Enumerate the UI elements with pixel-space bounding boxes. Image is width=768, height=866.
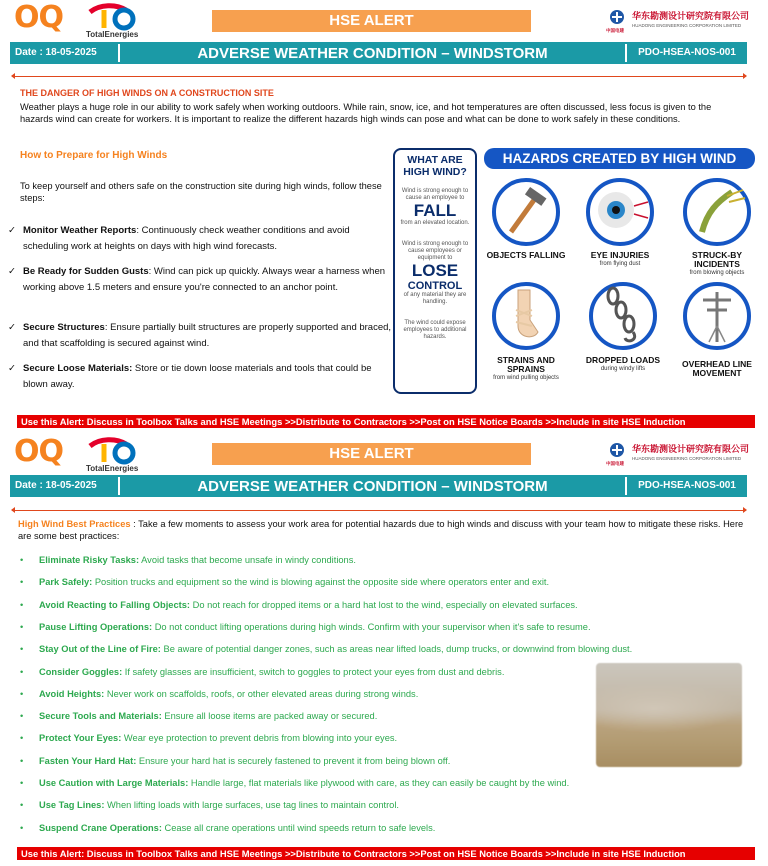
hazard-objects-falling: OBJECTS FALLING (486, 250, 566, 260)
practice-text: Position trucks and equipment so the wind is blowing against the opposite side where operators enter and exit. (92, 577, 550, 588)
hazard-overhead-line: OVERHEAD LINE MOVEMENT (682, 359, 752, 378)
step-item: ✓ Be Ready for Sudden Gusts: Wind can pick up quickly. Always wear a harness when working above 1.5 meters and ensure you're connected to an anchor point. (8, 266, 386, 293)
practice-title: Avoid Reacting to Falling Objects: (39, 599, 191, 610)
lose-word: LOSE (411, 261, 459, 280)
practice-title: Use Tag Lines: (39, 800, 105, 811)
what-are-high-wind-panel (393, 148, 477, 394)
step-item: ✓ Secure Loose Materials: Store or tie down loose materials and tools that could be blown away. (8, 363, 372, 390)
practice-text: When lifting loads with large surfaces, use tag lines to maintain control. (104, 800, 399, 811)
alert-title: ADVERSE WEATHER CONDITION – WINDSTORM (118, 44, 627, 62)
eye-icon (586, 178, 654, 246)
alert-date: Date : 18-05-2025 (10, 44, 118, 62)
practice-title: Fasten Your Hard Hat: (39, 755, 137, 766)
practice-title: Pause Lifting Operations: (39, 621, 153, 632)
step-item: ✓ Secure Structures: Ensure partially built structures are properly supported and braced, and that scaffolding is secured against wind. (8, 322, 392, 349)
practice-text: Ensure your hard hat is securely fastened to prevent it from being blown off. (136, 755, 451, 766)
alert-title: ADVERSE WEATHER CONDITION – WINDSTORM (118, 477, 627, 495)
practice-text: If safety glasses are insufficient, switch to goggles to protect your eyes from dust and debris. (122, 666, 505, 677)
bullet-icon: • (20, 621, 24, 632)
huadong-name: 华东勘测设计研究院有限公司 (632, 444, 750, 454)
practice-text: Avoid tasks that become unsafe in windy conditions. (139, 555, 356, 565)
bullet-icon: • (20, 599, 24, 610)
totalenergies-logo-icon (86, 2, 138, 32)
title-bar (10, 475, 747, 497)
practice-title: Consider Goggles: (39, 666, 123, 677)
bullet-icon: • (20, 755, 24, 766)
oq-logo: OQ (14, 434, 64, 469)
practice-title: Protect Your Eyes: (39, 733, 122, 744)
step-text: : Ensure partially built structures are properly supported and braced, and that scaffolding is secured against wind. (23, 322, 392, 349)
practice-title: Suspend Crane Operations: (39, 822, 162, 833)
huadong-logo (632, 444, 749, 464)
best-practices-heading: High Wind Best Practices (18, 519, 131, 529)
fall-post: from an elevated location. (400, 220, 470, 226)
hazard-eye-injuries: EYE INJURIES from flying dust (590, 250, 650, 267)
huadong-logo (632, 11, 749, 31)
step-title: Secure Structures (23, 322, 105, 333)
bullet-icon: • (20, 555, 24, 565)
practice-text: Never work on scaffolds, roofs, or other elevated areas during strong winds. (104, 688, 419, 699)
bullet-icon: • (20, 822, 24, 833)
bullet-icon: • (20, 800, 24, 811)
bullet-icon: • (20, 711, 24, 722)
hazard-struck-by: STRUCK-BY INCIDENTS from blowing objects (689, 250, 745, 276)
practice-text: Do not conduct lifting operations during high winds. Confirm with your supervisor when it's safe to resume. (152, 621, 591, 632)
what-title: WHAT ARE HIGH WIND? (403, 154, 467, 178)
best-practices-text: : Take a few moments to assess your work area for potential hazards due to high winds and discuss with your team how to mitigate these risks. Here are some best practices: (18, 519, 744, 542)
practice-title: Avoid Heights: (39, 688, 105, 699)
hazard-strains-sprains: STRAINS AND SPRAINS from wind pulling objects (493, 355, 559, 381)
power-pole-icon (683, 282, 751, 350)
powerchina-caption: 中国电建 (606, 461, 624, 466)
bullet-icon: • (20, 666, 24, 677)
step-text: : Continuously check weather conditions and avoid scheduling work at heights on days with high wind forecasts. (23, 225, 350, 252)
bullet-icon: • (20, 778, 24, 788)
huadong-english: HUADONG ENGINEERING CORPORATION LIMITED (632, 23, 742, 28)
huadong-name: 华东勘测设计研究院有限公司 (632, 11, 750, 21)
step-title: Monitor Weather Reports (23, 225, 137, 236)
divider-arrow (12, 510, 746, 511)
footer-instruction: Use this Alert: Discuss in Toolbox Talks and HSE Meetings >>Distribute to Contractors >>Post on HSE Notice Boards >>Include in site HSE Induction (17, 847, 755, 860)
danger-heading: THE DANGER OF HIGH WINDS ON A CONSTRUCTION SITE (20, 88, 274, 98)
powerchina-caption: 中国电建 (606, 28, 624, 33)
bullet-icon: • (20, 733, 24, 744)
alert-code: PDO-HSEA-NOS-001 (627, 44, 747, 62)
fall-pre: Wind is strong enough to cause an employee to (401, 188, 469, 201)
huadong-english: HUADONG ENGINEERING CORPORATION LIMITED (632, 456, 742, 461)
totalenergies-wordmark: TotalEnergies (86, 464, 139, 473)
hse-alert-banner: HSE ALERT (212, 443, 531, 465)
bullet-icon: • (20, 577, 24, 588)
hazards-banner: HAZARDS CREATED BY HIGH WIND (484, 148, 755, 169)
intro-paragraph: Weather plays a huge role in our ability to work safely when working outdoors. While rain, snow, ice, and hot temperatures are often discussed, less focus is given to the hazards wind can create for workers. It is important to realize the different hazards high winds can pose and what can be done to work safely in these conditions. (20, 102, 712, 125)
practice-title: Eliminate Risky Tasks: (39, 555, 140, 565)
expose-text: The wind could expose employees to additional hazards. (403, 320, 467, 340)
practice-text: Handle large, flat materials like plywood with care, as they can easily be caught by the wind. (188, 778, 570, 788)
practice-text: Do not reach for dropped items or a hard hat lost to the wind, especially on elevated surfaces. (190, 599, 578, 610)
totalenergies-wordmark: TotalEnergies (86, 30, 139, 39)
step-title: Be Ready for Sudden Gusts (23, 266, 149, 277)
step-text: : Wind can pick up quickly. Always wear a harness when working above 1.5 meters and ensure you're connected to an anchor point. (23, 266, 386, 293)
practice-text: Cease all crane operations until wind speeds return to safe levels. (161, 822, 436, 833)
practice-text: Ensure all loose items are packed away or secured. (161, 711, 378, 722)
bandaged-foot-icon (492, 282, 560, 350)
alert-code: PDO-HSEA-NOS-001 (627, 477, 747, 495)
footer-instruction: Use this Alert: Discuss in Toolbox Talks and HSE Meetings >>Distribute to Contractors >>Post on HSE Notice Boards >>Include in site HSE Induction (17, 415, 755, 428)
bullet-icon: • (20, 644, 24, 655)
step-text: Store or tie down loose materials and tools that could be blown away. (23, 363, 372, 390)
chain-hook-icon (589, 282, 657, 350)
divider-arrow (12, 76, 746, 77)
title-bar (10, 42, 747, 64)
best-practices-intro (18, 518, 748, 543)
hammer-icon (492, 178, 560, 246)
practice-title: Park Safely: (39, 577, 93, 588)
bullet-icon: • (20, 688, 24, 699)
hse-alert-banner: HSE ALERT (212, 10, 531, 32)
practice-text: Be aware of potential danger zones, such as areas near lifted loads, dump trucks, or downwind from blowing dust. (160, 644, 633, 655)
practice-title: Use Caution with Large Materials: (39, 778, 189, 788)
control-word: CONTROL (407, 280, 463, 292)
blowing-debris-icon (683, 178, 751, 246)
practice-title: Secure Tools and Materials: (39, 711, 162, 722)
practice-text: Wear eye protection to prevent debris from blowing into your eyes. (121, 733, 398, 744)
step-item: ✓ Monitor Weather Reports: Continuously check weather conditions and avoid scheduling work at heights on days with high wind forecasts. (8, 225, 350, 252)
alert-date: Date : 18-05-2025 (10, 477, 118, 495)
dust-storm-photo (596, 663, 742, 767)
lose-pre: Wind is strong enough to cause employees or equipment to (401, 241, 469, 261)
prepare-heading: How to Prepare for High Winds (20, 150, 168, 161)
totalenergies-logo-icon (86, 436, 138, 466)
prepare-intro: To keep yourself and others safe on the construction site during high winds, follow these steps: (20, 181, 382, 204)
oq-logo: OQ (14, 0, 64, 35)
practice-title: Stay Out of the Line of Fire: (39, 644, 161, 655)
hazard-dropped-loads: DROPPED LOADS during windy lifts (585, 355, 661, 372)
fall-word: FALL (413, 201, 457, 220)
lose-post: of any material they are handling. (403, 292, 467, 305)
step-title: Secure Loose Materials: (23, 363, 133, 374)
